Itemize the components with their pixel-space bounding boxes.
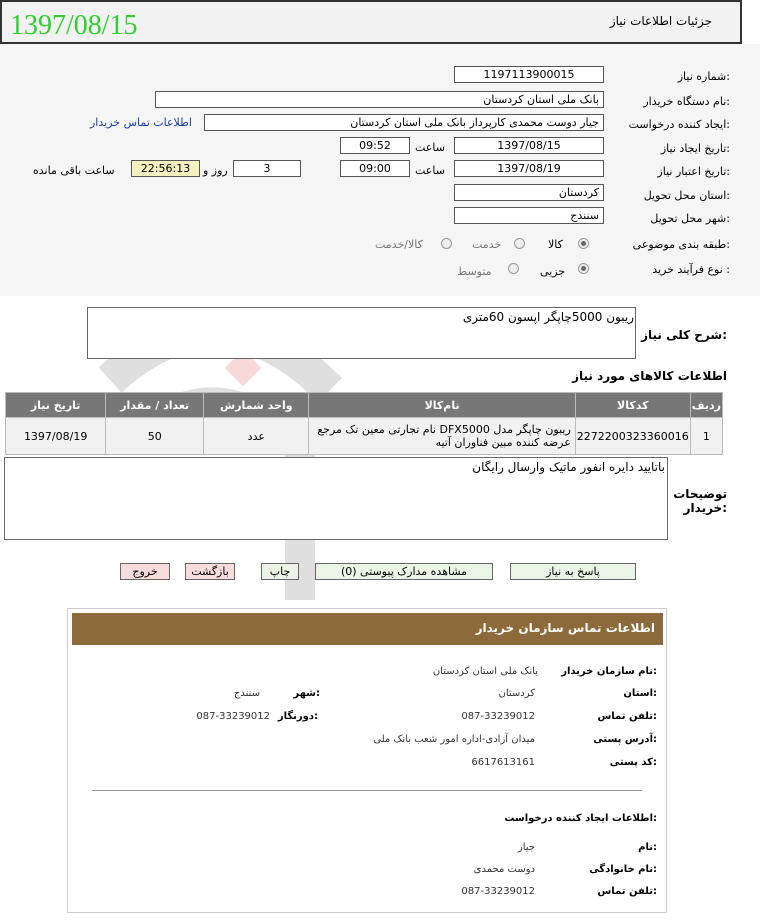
creator-first-name-value: جیار — [517, 842, 535, 853]
city-label: شهر محل تحویل: — [650, 212, 730, 225]
notes-text: باتایید دایره انفور ماتیک وارسال رایگان — [472, 460, 665, 474]
radio-purchase-medium[interactable] — [508, 263, 519, 274]
creator-first-name-label: نام: — [638, 842, 657, 853]
notes-label: توضیحات خریدار: — [673, 487, 727, 515]
days-label: روز و — [203, 164, 228, 177]
contact-address-label: آدرس پستی: — [593, 734, 657, 745]
cell-unit: عدد — [204, 418, 309, 455]
validity-time-field: 09:00 — [340, 160, 410, 177]
description-text: ریبون 5000چاپگر اپسون 60متری — [462, 310, 634, 324]
contact-province-label: استان: — [623, 688, 657, 699]
page-title: جزئیات اطلاعات نیاز — [609, 14, 712, 28]
created-time-field: 09:52 — [340, 137, 410, 154]
print-button[interactable]: چاپ — [261, 563, 299, 580]
col-name: نام‌کالا — [309, 393, 575, 418]
creator-label: ایجاد کننده درخواست: — [628, 118, 730, 131]
buyer-org-field: بانک ملی استان کردستان — [155, 91, 604, 108]
cell-name: ریبون چاپگر مدل DFX5000 نام تجارتی معین تک مرجع عرضه کننده مبین فناوران آتیه — [309, 418, 575, 455]
contact-city-value: سنندج — [233, 688, 260, 699]
contact-card-title: اطلاعات تماس سازمان خریدار — [475, 621, 655, 635]
category-option-service: خدمت — [472, 238, 502, 251]
contact-org-value: بانک ملی استان کردستان — [432, 666, 538, 677]
days-field: 3 — [233, 160, 301, 177]
col-unit: واحد شمارش — [204, 393, 309, 418]
province-label: استان محل تحویل: — [643, 189, 730, 202]
cell-code: 2272200323360016 — [575, 418, 690, 455]
contact-fax-value: 087-33239012 — [196, 711, 270, 722]
contact-fax-label: دورنگار: — [277, 711, 318, 722]
validity-date-field: 1397/08/19 — [454, 160, 604, 177]
category-option-goods: کالا — [548, 238, 563, 251]
created-time-label: ساعت — [415, 141, 445, 154]
category-option-both: کالا/خدمت — [375, 238, 423, 251]
items-section-title: اطلاعات کالاهای مورد نیاز — [572, 369, 727, 383]
created-date-field: 1397/08/15 — [454, 137, 604, 154]
validity-time-label: ساعت — [415, 164, 445, 177]
purchase-option-partial: جزیی — [540, 265, 566, 278]
table-row — [6, 418, 723, 455]
purchase-type-label: نوع فرآیند خرید : — [652, 263, 730, 276]
need-number-label: شماره نیاز: — [677, 70, 730, 83]
validity-date-label: تاریخ اعتبار نیاز: — [657, 165, 730, 178]
exit-button[interactable]: خروج — [120, 563, 170, 580]
contact-province-value: کردستان — [498, 688, 535, 699]
items-table — [5, 392, 723, 455]
radio-category-service[interactable] — [514, 238, 525, 249]
col-row: ردیف — [690, 393, 722, 418]
creator-phone-label: تلفن تماس: — [597, 886, 657, 897]
contact-divider — [92, 790, 642, 791]
section-separator — [0, 296, 760, 302]
items-header-row — [6, 393, 723, 418]
radio-category-goods[interactable] — [578, 238, 589, 249]
created-date-label: تاریخ ایجاد نیاز: — [660, 142, 730, 155]
radio-category-both[interactable] — [441, 238, 452, 249]
remaining-label: ساعت باقی مانده — [33, 164, 115, 177]
header-date: 1397/08/15 — [10, 10, 138, 41]
province-field: کردستان — [454, 184, 604, 201]
creator-field: جیار دوست محمدی کارپرداز بانک ملی استان کردستان — [204, 114, 604, 131]
contact-phone-value: 087-33239012 — [461, 711, 535, 722]
cell-date: 1397/08/19 — [6, 418, 106, 455]
col-code: کدکالا — [575, 393, 690, 418]
cell-row: 1 — [690, 418, 722, 455]
contact-org-label: نام سازمان خریدار: — [561, 666, 657, 677]
contact-postal-value: 6617613161 — [471, 757, 535, 768]
remaining-time-field: 22:56:13 — [131, 160, 200, 177]
back-button[interactable]: بازگشت — [185, 563, 235, 580]
contact-card — [67, 608, 667, 913]
creator-section-title: اطلاعات ایجاد کننده درخواست: — [504, 813, 657, 824]
contact-phone-label: تلفن تماس: — [597, 711, 657, 722]
col-qty: تعداد / مقدار — [106, 393, 204, 418]
col-date: تاریخ نیاز — [6, 393, 106, 418]
reply-button[interactable]: پاسخ به نیاز — [510, 563, 636, 580]
radio-purchase-partial[interactable] — [578, 263, 589, 274]
buyer-org-label: نام دستگاه خریدار: — [643, 95, 730, 108]
description-label: شرح کلی نیاز: — [641, 328, 727, 342]
contact-city-label: شهر: — [293, 688, 320, 699]
attachments-button[interactable]: مشاهده مدارک پیوستی (0) — [315, 563, 493, 580]
creator-last-name-label: نام خانوادگی: — [589, 864, 657, 875]
contact-address-value: میدان آزادی-اداره امور شعب بانک ملی — [373, 734, 535, 745]
cell-qty: 50 — [106, 418, 204, 455]
city-field: سنندج — [454, 207, 604, 224]
buyer-contact-link[interactable]: اطلاعات تماس خریدار — [90, 116, 192, 129]
need-number-field: 1197113900015 — [454, 66, 604, 83]
contact-postal-label: کد پستی: — [609, 757, 657, 768]
creator-phone-value: 087-33239012 — [461, 886, 535, 897]
purchase-option-medium: متوسط — [457, 265, 492, 278]
category-label: طبقه بندی موضوعی: — [632, 238, 730, 251]
creator-last-name-value: دوست محمدی — [473, 864, 535, 875]
